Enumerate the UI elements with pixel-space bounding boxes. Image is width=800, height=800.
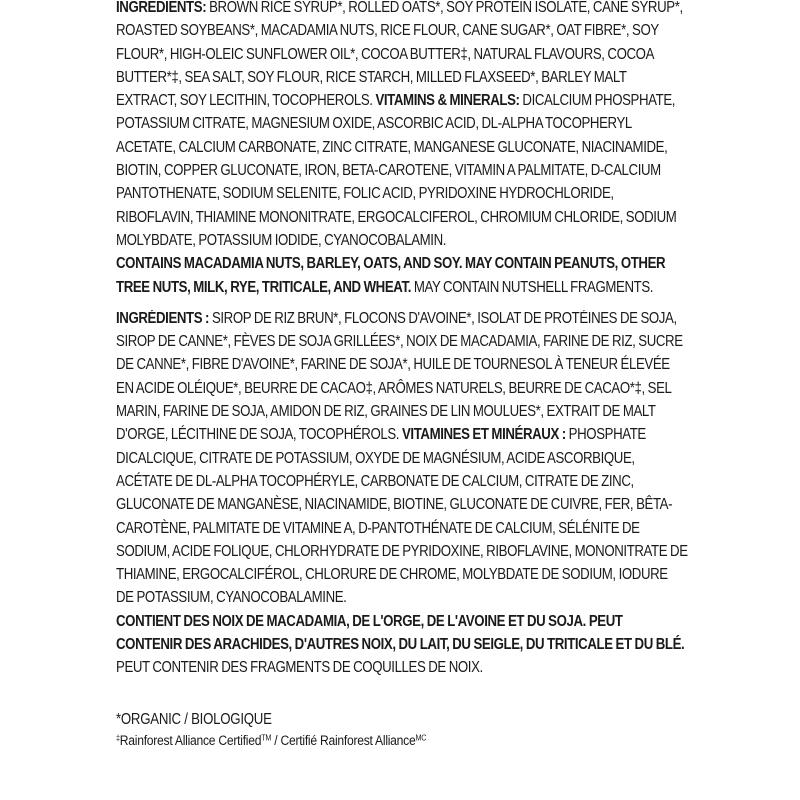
ingredient-label (116, 0, 688, 751)
english-ingredients-text: BROWN RICE SYRUP*, ROLLED OATS*, SOY PROTEIN ISOLATE, CANE SYRUP*, ROASTED SOYBEANS*, MACADAMIA NUTS, RICE FLOUR, CANE SUGAR*, OAT FIBRE*, SOY FLOUR*, HIGH-OLEIC SUNFLOWER OIL*, COCOA BUTTER‡, NATURAL FLAVOURS, COCOA BUTTER*‡, SEA SALT, SOY FLOUR, RICE STARCH, MILLED FLAXSEED*, BARLEY MALT EXTRACT, SOY LECITHIN, TOCOPHEROLS. (116, 0, 683, 110)
french-vitamins-heading: VITAMINES ET MINÉRAUX : (401, 426, 566, 444)
organic-footnote: *ORGANIC / BIOLOGIQUE (116, 710, 272, 728)
english-nutshell-warning: MAY CONTAIN NUTSHELL FRAGMENTS. (413, 278, 654, 296)
english-allergen-paragraph (116, 252, 688, 299)
rainforest-footnote (116, 731, 692, 751)
french-ingredients-text: SIROP DE RIZ BRUN*, FLOCONS D'AVOINE*, ISOLAT DE PROTÉINES DE SOJA, SIROP DE CANNE*, FÈVES DE SOJA GRILLÉES*, NOIX DE MACADAMIA, FARINE DE RIZ, SUCRE DE CANNE*, FIBRE D'AVOINE*, FARINE DE SOJA*, HUILE DE TOURNESOL À TENEUR ÉLEVÉE EN ACIDE OLÉIQUE*, BEURRE DE CACAO‡, ARÔMES NATURELS, BEURRE DE CACAO*‡, SEL MARIN, FARINE DE SOJA, AMIDON DE RIZ, GRAINES DE LIN MOULUES*, EXTRAIT DE MALT D'ORGE, LÉCITHINE DE SOJA, TOCOPHÉROLS. (116, 309, 683, 444)
double-dagger-symbol: ‡ (116, 733, 120, 743)
english-ingredients-paragraph (116, 0, 688, 252)
english-ingredients-heading: INGREDIENTS: (116, 0, 207, 16)
french-ingredients-heading: INGRÉDIENTS : (116, 309, 210, 327)
french-vitamins-text: PHOSPHATE DICALCIQUE, CITRATE DE POTASSIUM, OXYDE DE MAGNÉSIUM, ACIDE ASCORBIQUE, ACÉTATE DE DL-ALPHA TOCOPHÉRYLE, CARBONATE DE CALCIUM, CITRATE DE ZINC, GLUCONATE DE MANGANÈSE, NIACINAMIDE, BIOTINE, GLUCONATE DE CUIVRE, FER, BÊTA-CAROTÈNE, PALMITATE DE VITAMINE A, D-PANTOTHÉNATE DE CALCIUM, SÉLÉNITE DE SODIUM, ACIDE FOLIQUE, CHLORHYDRATE DE PYRIDOXINE, RIBOFLAVINE, MONONITRATE DE THIAMINE, ERGOCALCIFÉROL, CHLORURE DE CHROME, MOLYBDATE DE SODIUM, IODURE DE POTASSIUM, CYANOCOBALAMINE. (116, 426, 688, 607)
english-allergen-statement: CONTAINS MACADAMIA NUTS, BARLEY, OATS, AND SOY. MAY CONTAIN PEANUTS, OTHER TREE NUTS, MILK, RYE, TRITICALE, AND WHEAT. (116, 255, 666, 296)
french-nutshell-warning: PEUT CONTENIR DES FRAGMENTS DE COQUILLES DE NOIX. (116, 659, 483, 677)
spacer (116, 680, 688, 708)
french-allergen-statement: CONTIENT DES NOIX DE MACADAMIA, DE L'ORGE, DE L'AVOINE ET DU SOJA. PEUT CONTENIR DES ARACHIDES, D'AUTRES NOIX, DU LAIT, DU SEIGLE, DU TRITICALE ET DU BLÉ. (116, 612, 685, 654)
rainforest-certified-en: Rainforest Alliance Certified (119, 732, 262, 748)
english-vitamins-text: DICALCIUM PHOSPHATE, POTASSIUM CITRATE, MAGNESIUM OXIDE, ASCORBIC ACID, DL-ALPHA TOCOPHERYL ACETATE, CALCIUM CARBONATE, ZINC CITRATE, MANGANESE GLUCONATE, NIACINAMIDE, BIOTIN, COPPER GLUCONATE, IRON, BETA-CAROTENE, VITAMIN A PALMITATE, D-CALCIUM PANTOTHENATE, SODIUM SELENITE, FOLIC ACID, PYRIDOXINE HYDROCHLORIDE, RIBOFLAVIN, THIAMINE MONONITRATE, ERGOCALCIFEROL, CHROMIUM CHLORIDE, SODIUM MOLYBDATE, POTASSIUM IODIDE, CYANOCOBALAMIN. (116, 92, 677, 249)
french-ingredients-paragraph (116, 307, 688, 610)
marque-de-commerce-mark: MC (415, 733, 427, 743)
trademark-mark: TM (261, 733, 272, 743)
footnote-separator: / (271, 732, 281, 748)
french-allergen-paragraph (116, 610, 688, 680)
english-vitamins-heading: VITAMINS & MINERALS: (375, 92, 520, 110)
rainforest-certified-fr: Certifié Rainforest Alliance (280, 732, 416, 748)
spacer (116, 299, 688, 307)
